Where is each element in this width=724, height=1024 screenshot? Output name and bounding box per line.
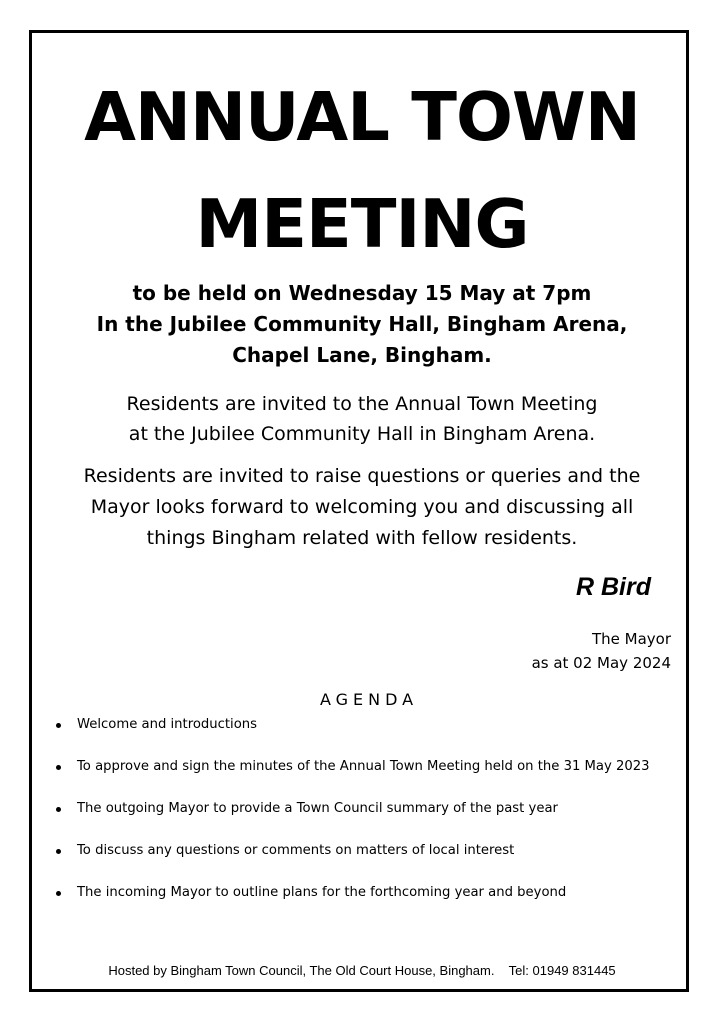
mayor-signature: R Bird [576, 573, 651, 601]
agenda-item-text: To discuss any questions or comments on matters of local interest [77, 843, 515, 858]
page-title-line-1: ANNUAL TOWN [84, 78, 640, 156]
agenda-item [56, 882, 650, 924]
agenda-list [56, 714, 650, 924]
signatory-block [532, 627, 671, 675]
bullet-icon [56, 849, 61, 854]
meeting-details [0, 278, 724, 371]
agenda-item [56, 840, 650, 882]
signatory-date: as at 02 May 2024 [531, 654, 671, 672]
agenda-item-text: The incoming Mayor to outline plans for the forthcoming year and beyond [77, 885, 567, 900]
bullet-icon [56, 891, 61, 896]
bullet-icon [56, 765, 61, 770]
intro-line-1: Residents are invited to the Annual Town Meeting [126, 393, 598, 415]
meeting-address: Chapel Lane, Bingham. [232, 343, 492, 367]
intro-line-2: at the Jubilee Community Hall in Bingham Arena. [128, 423, 596, 445]
signatory-role: The Mayor [591, 630, 671, 648]
page-title-line-2: MEETING [195, 185, 529, 263]
agenda-item [56, 714, 650, 756]
invite-line-2: Mayor looks forward to welcoming you and discussing all [90, 496, 634, 518]
meeting-venue: In the Jubilee Community Hall, Bingham Arena, [96, 312, 628, 336]
meeting-date: to be held on Wednesday 15 May at 7pm [132, 281, 592, 305]
invite-paragraph [0, 461, 724, 554]
intro-paragraph [0, 389, 724, 449]
footer [0, 963, 724, 978]
footer-host: Hosted by Bingham Town Council, The Old Court House, Bingham. [108, 963, 495, 978]
agenda-item-text: The outgoing Mayor to provide a Town Council summary of the past year [77, 801, 558, 816]
agenda-item-text: Welcome and introductions [77, 717, 258, 732]
agenda-item-text: To approve and sign the minutes of the Annual Town Meeting held on the 31 May 2023 [77, 759, 650, 774]
bullet-icon [56, 807, 61, 812]
footer-telephone: Tel: 01949 831445 [508, 963, 616, 978]
agenda-heading: AGENDA [319, 690, 419, 709]
agenda-item [56, 756, 650, 798]
invite-line-1: Residents are invited to raise questions or queries and the [83, 465, 641, 487]
agenda-item [56, 798, 650, 840]
invite-line-3: things Bingham related with fellow residents. [146, 527, 578, 549]
bullet-icon [56, 723, 61, 728]
